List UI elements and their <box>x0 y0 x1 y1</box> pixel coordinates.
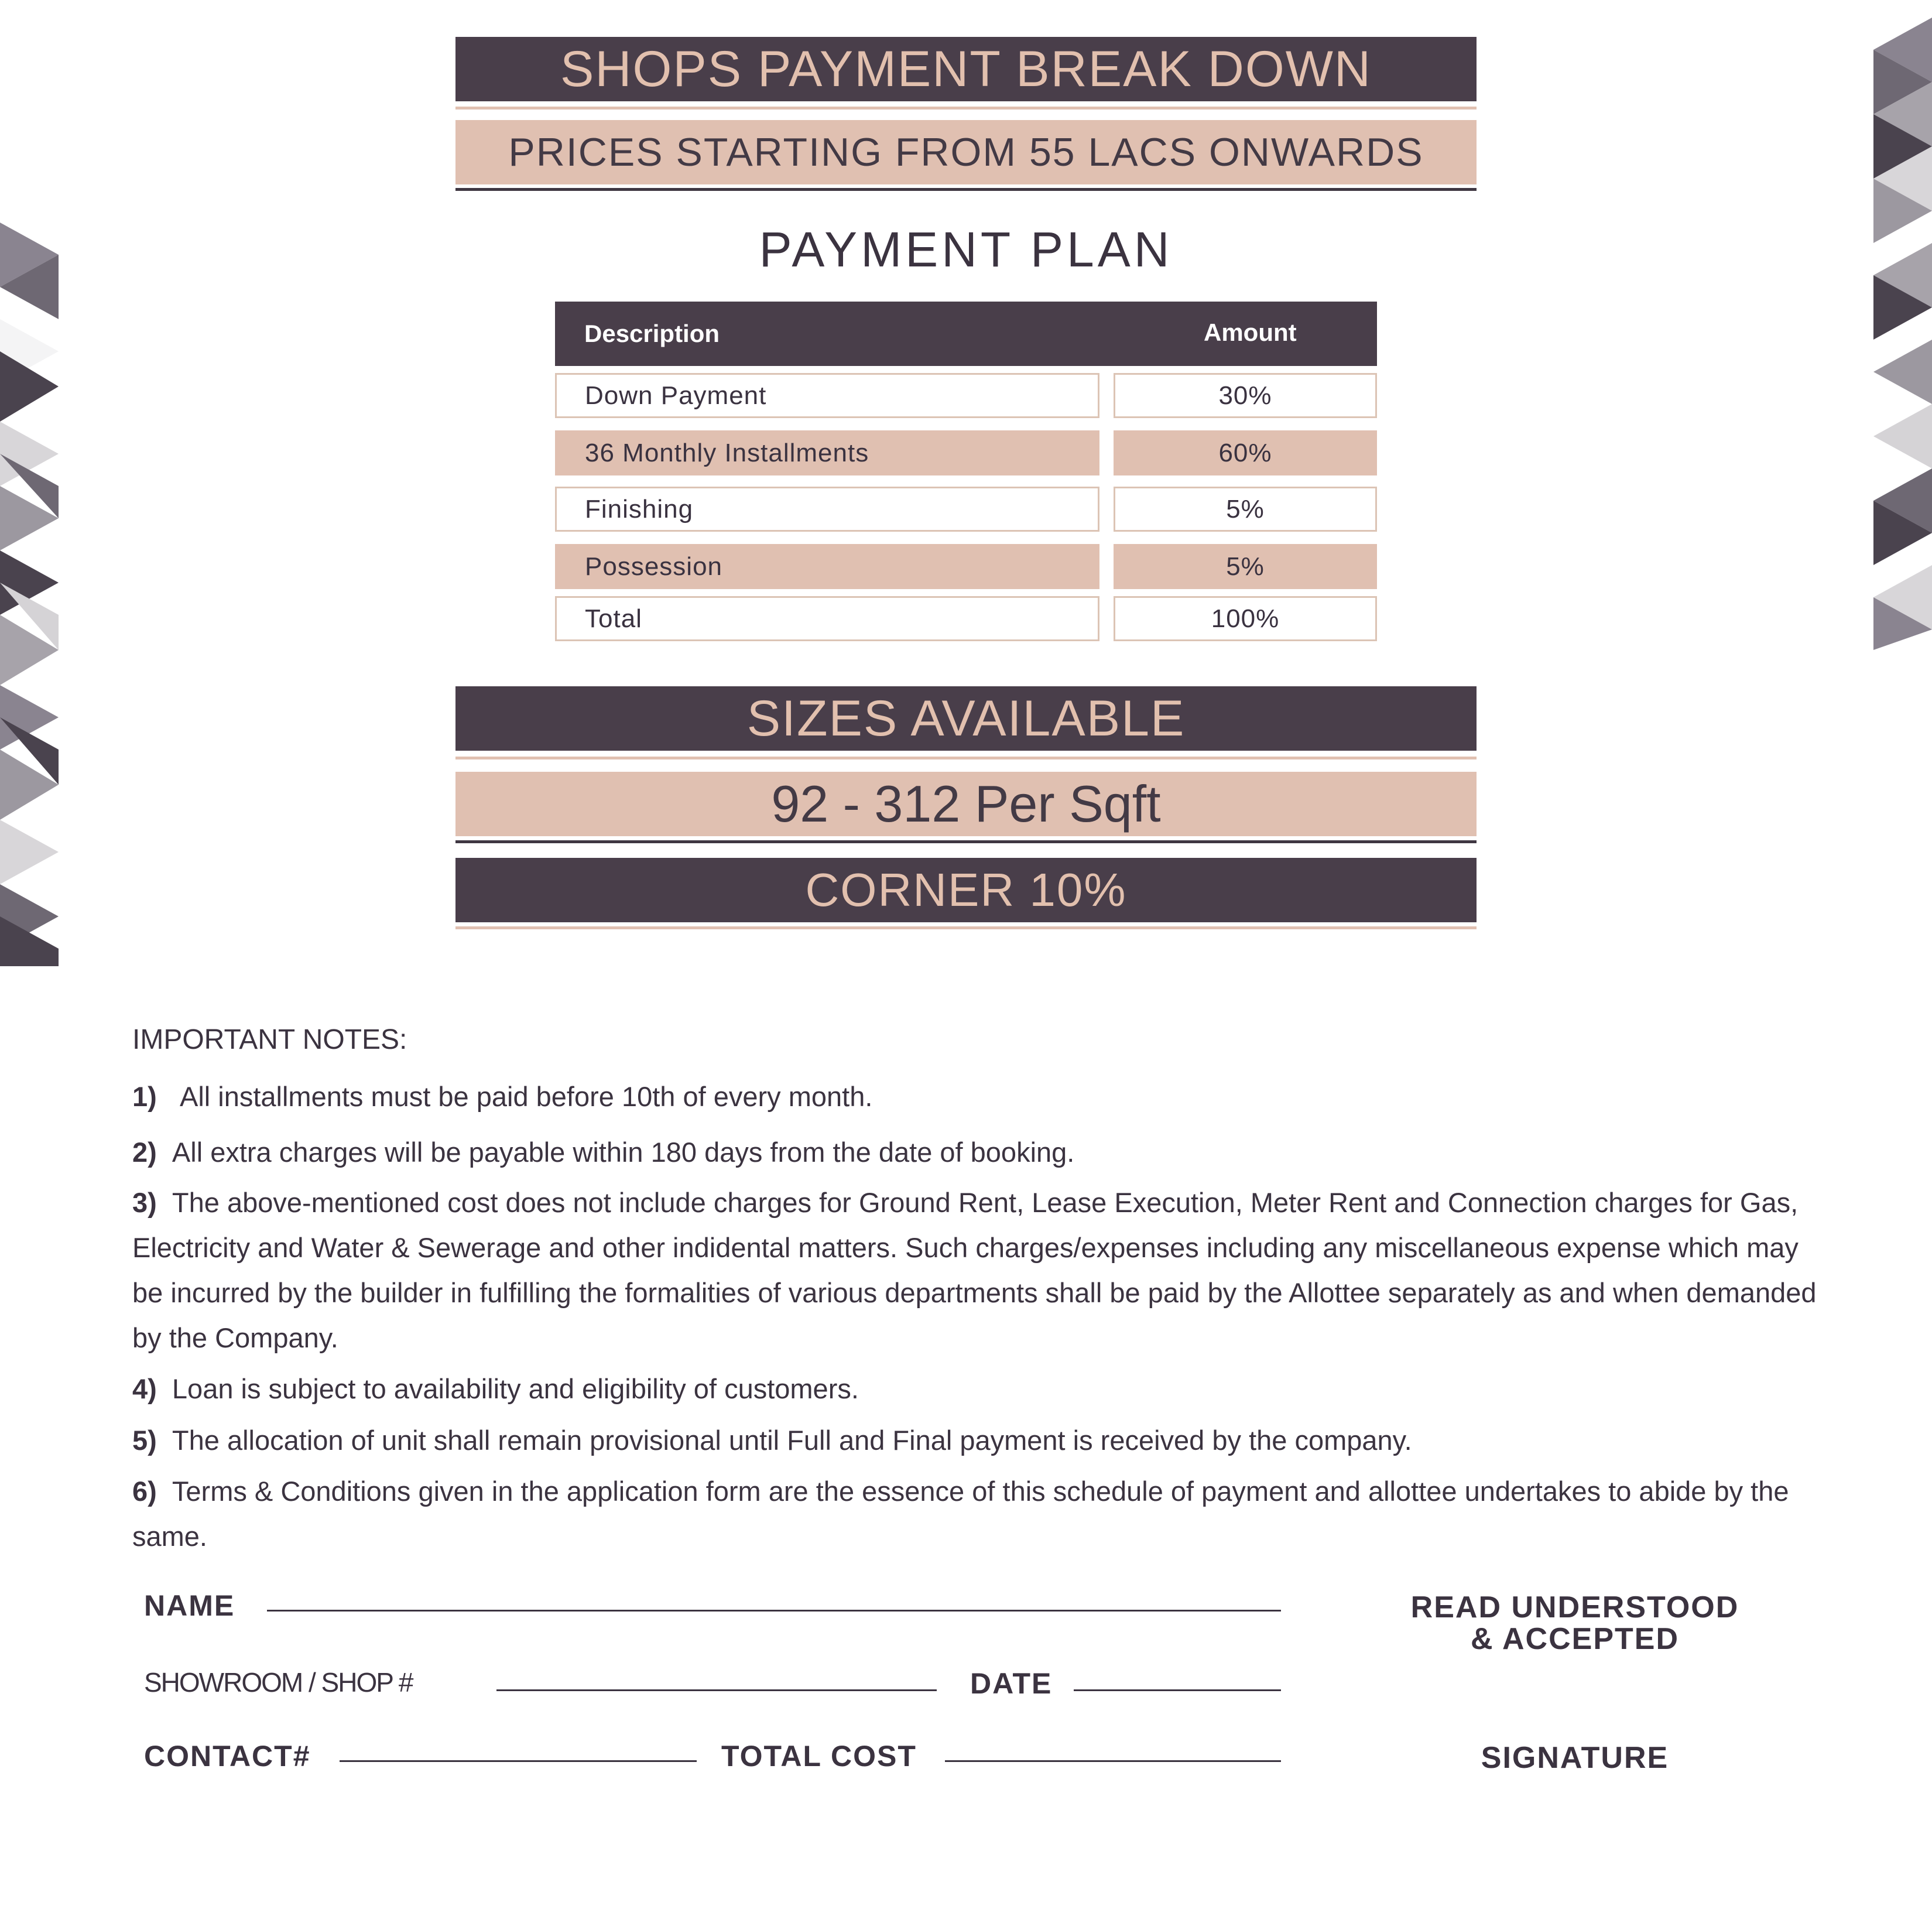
note-item: 1) All installments must be paid before 10th of every month. <box>132 1081 873 1112</box>
table-row-amount: 100% <box>1114 596 1377 641</box>
table-row-description: Down Payment <box>555 373 1099 418</box>
name-label: NAME <box>144 1589 235 1622</box>
divider <box>455 757 1477 759</box>
right-triangle-decoration <box>1873 18 1932 650</box>
table-row-amount: 5% <box>1114 487 1377 532</box>
shop-number-input-line[interactable] <box>496 1689 937 1691</box>
corner-premium: CORNER 10% <box>805 864 1127 916</box>
note-item: 6) Terms & Conditions given in the application form are the essence of this schedule of payment and allottee undertakes to abide by the same. <box>132 1476 1789 1552</box>
divider <box>455 107 1477 110</box>
price-subtitle: PRICES STARTING FROM 55 LACS ONWARDS <box>508 130 1424 175</box>
total-cost-input-line[interactable] <box>945 1760 1281 1762</box>
table-row-description: Possession <box>555 544 1099 589</box>
price-subtitle-banner <box>455 120 1477 184</box>
table-row-description: 36 Monthly Installments <box>555 430 1099 475</box>
sizes-range: 92 - 312 Per Sqft <box>771 775 1161 833</box>
contact-input-line[interactable] <box>340 1760 697 1762</box>
divider <box>455 840 1477 843</box>
sizes-title: SIZES AVAILABLE <box>746 690 1186 747</box>
corner-banner <box>455 858 1477 922</box>
date-label: DATE <box>970 1667 1053 1700</box>
note-item: 4) Loan is subject to availability and eligibility of customers. <box>132 1373 859 1404</box>
note-item: 3) The above-mentioned cost does not include charges for Ground Rent, Lease Execution, Meter Rent and Connection charges for Gas, Electricity and Water & Sewerage and other indidental matters. Such charges/expenses including any miscellaneous expense which may be incurred by the builder in fulfilling the formalities of various departments shall be paid by the Allottee separately as and when demanded by the Company. <box>132 1187 1817 1353</box>
note-item: 2) All extra charges will be payable within 180 days from the date of booking. <box>132 1137 1075 1168</box>
payment-plan-heading: PAYMENT PLAN <box>759 222 1173 277</box>
page-title: SHOPS PAYMENT BREAK DOWN <box>560 40 1372 97</box>
date-input-line[interactable] <box>1074 1689 1281 1691</box>
left-triangle-decoration <box>0 223 59 966</box>
table-row-description: Finishing <box>555 487 1099 532</box>
accept-line-2: & ACCEPTED <box>1470 1622 1680 1656</box>
signature-label: SIGNATURE <box>1481 1741 1669 1775</box>
table-row-amount: 60% <box>1114 430 1377 475</box>
accept-line-1: READ UNDERSTOOD <box>1410 1590 1739 1624</box>
table-header <box>555 302 1377 366</box>
contact-label: CONTACT# <box>144 1740 311 1773</box>
sizes-banner <box>455 686 1477 751</box>
name-input-line[interactable] <box>267 1610 1281 1612</box>
total-cost-label: TOTAL COST <box>721 1740 917 1773</box>
divider <box>455 926 1477 929</box>
table-row-amount: 30% <box>1114 373 1377 418</box>
column-header-amount: Amount <box>1204 318 1297 346</box>
shop-number-label: SHOWROOM / SHOP # <box>144 1667 413 1698</box>
sizes-range-banner <box>455 772 1477 836</box>
page-title-banner <box>455 37 1477 101</box>
note-item: 5) The allocation of unit shall remain provisional until Full and Final payment is received by the company. <box>132 1425 1412 1456</box>
table-row-amount: 5% <box>1114 544 1377 589</box>
divider <box>455 188 1477 191</box>
notes-title: IMPORTANT NOTES: <box>132 1024 407 1055</box>
table-row-description: Total <box>555 596 1099 641</box>
accept-statement <box>1376 1592 1774 1655</box>
column-header-description: Description <box>584 320 720 347</box>
